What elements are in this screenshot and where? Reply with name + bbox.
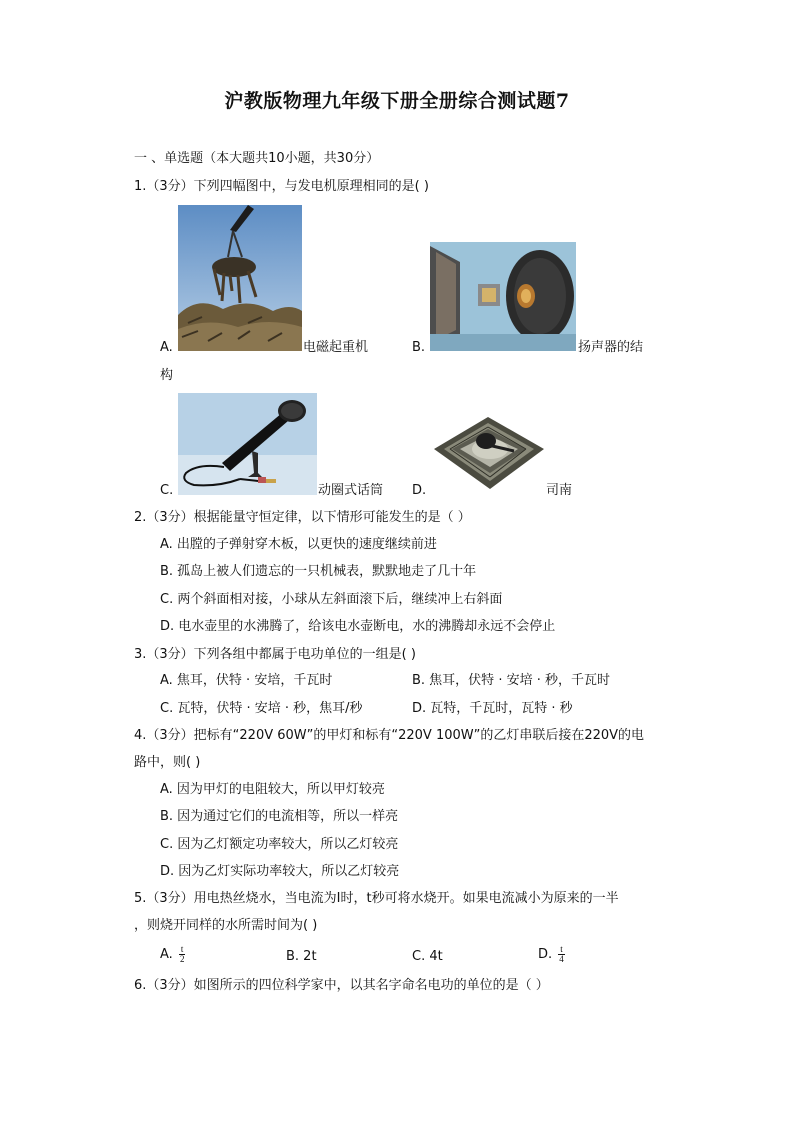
q5-option-a: [160, 945, 185, 964]
page-title: 沪教版物理九年级下册全册综合测试题7: [224, 90, 570, 112]
q4-option-d: D. 因为乙灯实际功率较大，所以乙灯较亮: [160, 864, 400, 879]
fraction-numerator: t: [180, 944, 184, 954]
q4-stem-line2: 路中，则( ): [134, 755, 201, 770]
q4-option-a: A. 因为甲灯的电阻较大，所以甲灯较亮: [160, 782, 385, 797]
q2-option-d: D. 电水壶里的水沸腾了，给该电水壶断电，水的沸腾却永远不会停止: [160, 619, 556, 634]
q4-option-c: C. 因为乙灯额定功率较大，所以乙灯较亮: [160, 837, 399, 852]
q4-stem-line1: 4.（3分）把标有“220V 60W”的甲灯和标有“220V 100W”的乙灯串联后接在220V的电: [134, 728, 645, 743]
q1-stem: 1.（3分）下列四幅图中，与发电机原理相同的是( ): [134, 179, 429, 194]
crane-photo: [178, 205, 302, 351]
q3-option-a: A. 焦耳，伏特 · 安培，千瓦时: [160, 673, 333, 688]
q5-option-d-letter: D.: [538, 947, 553, 962]
q4-option-b: B. 因为通过它们的电流相等，所以一样亮: [160, 809, 399, 824]
q1-option-d-text: 司南: [546, 483, 573, 498]
q5-stem-line2: ，则烧开同样的水所需时间为( ): [134, 918, 318, 933]
q3-option-c: C. 瓦特，伏特 · 安培 · 秒，焦耳/秒: [160, 701, 363, 716]
q2-option-c: C. 两个斜面相对接，小球从左斜面滚下后，继续冲上右斜面: [160, 592, 503, 607]
compass-photo: [430, 405, 547, 495]
loudspeaker-photo: [430, 242, 576, 351]
q2-option-b: B. 孤岛上被人们遗忘的一只机械表，默默地走了几十年: [160, 564, 477, 579]
q5-option-d: [538, 945, 565, 964]
q1-option-b-text: 扬声器的结: [578, 340, 644, 355]
q1-option-c-letter: C.: [160, 483, 174, 498]
q2-option-a: A. 出膛的子弹射穿木板，以更快的速度继续前进: [160, 537, 437, 552]
q5-stem-line1: 5.（3分）用电热丝烧水，当电流为I时，t秒可将水烧开。如果电流减小为原来的一半: [134, 891, 619, 906]
fraction-denominator: 2: [179, 954, 185, 964]
q6-stem: 6.（3分）如图所示的四位科学家中，以其名字命名电功的单位的是（ ）: [134, 978, 549, 993]
section-heading: 一 、单选题（本大题共10小题，共30分）: [134, 151, 380, 166]
q3-stem: 3.（3分）下列各组中都属于电功单位的一组是( ): [134, 647, 416, 662]
q1-option-c-text: 动圈式话筒: [318, 483, 384, 498]
q1-option-b-letter: B.: [412, 340, 426, 355]
fraction-denominator: 4: [559, 954, 564, 964]
fraction-numerator: t: [560, 944, 563, 954]
q5-option-c: C. 4t: [412, 949, 443, 964]
q5-option-d-fraction: [558, 945, 565, 964]
q3-option-b: B. 焦耳，伏特 · 安培 · 秒，千瓦时: [412, 673, 610, 688]
q3-option-d: D. 瓦特，千瓦时，瓦特 · 秒: [412, 701, 573, 716]
q1-option-b-text-wrap: 构: [160, 368, 174, 383]
q5-option-a-fraction: [179, 945, 186, 964]
microphone-photo: [178, 393, 317, 495]
q5-option-b: B. 2t: [286, 949, 317, 964]
q5-option-a-letter: A.: [160, 947, 173, 962]
q1-option-a-text: 电磁起重机: [303, 340, 369, 355]
q1-option-a-letter: A.: [160, 340, 173, 355]
q2-stem: 2.（3分）根据能量守恒定律，以下情形可能发生的是（ ）: [134, 510, 471, 525]
q1-option-d-letter: D.: [412, 483, 427, 498]
